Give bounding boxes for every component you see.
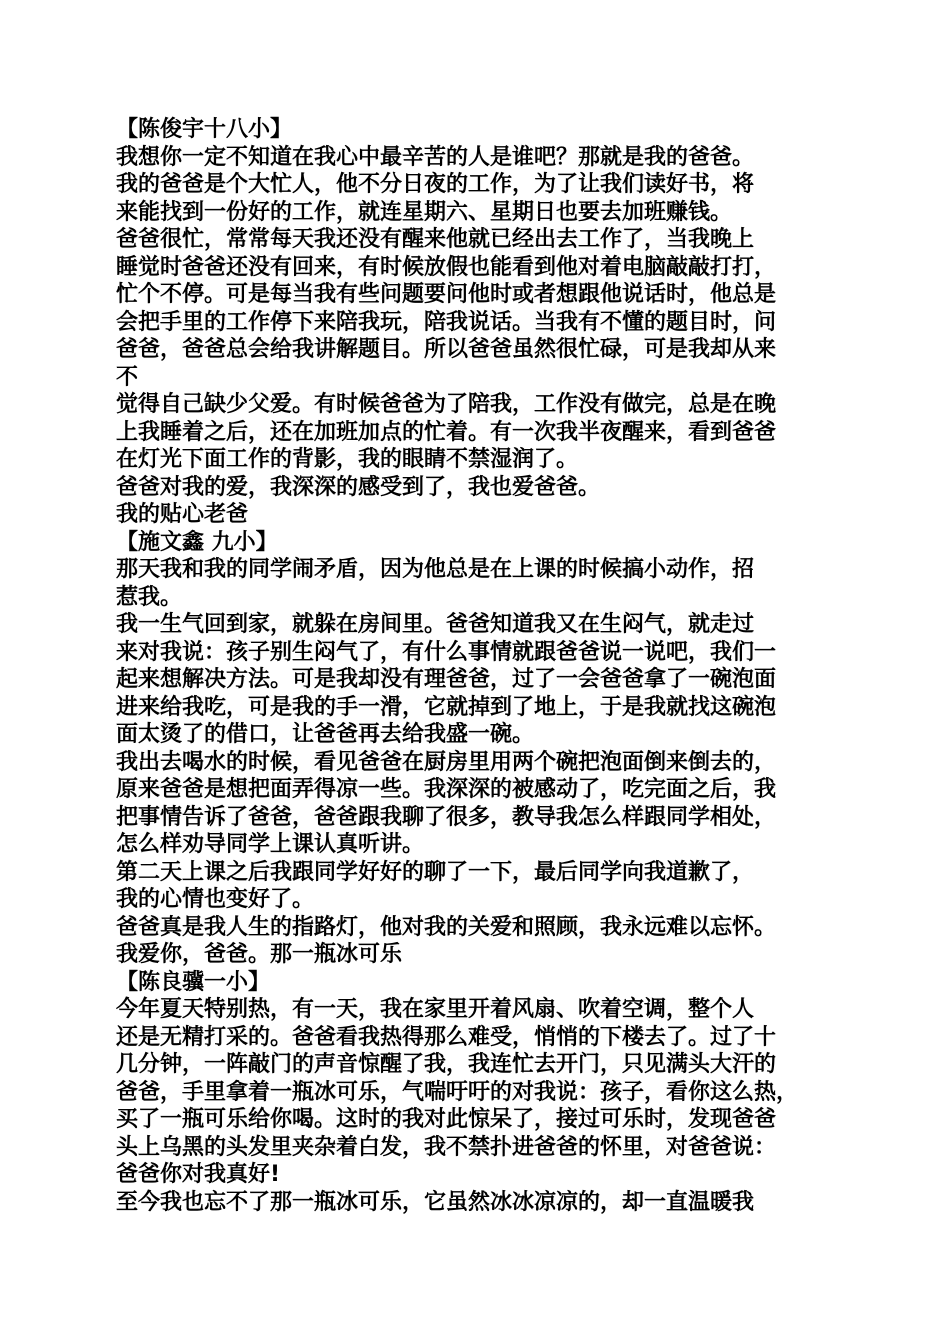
text-line: 我想你一定不知道在我心中最辛苦的人是谁吧？那就是我的爸爸。 [116, 144, 755, 170]
text-line: 我的爸爸是个大忙人，他不分日夜的工作，为了让我们读好书，将 [116, 172, 755, 197]
text-line: 第二天上课之后我跟同学好好的聊了一下，最后同学向我道歉了， [116, 859, 755, 885]
text-line: 还是无精打采的。爸爸看我热得那么难受，悄悄的下楼去了。过了十 [116, 1024, 777, 1050]
text-line: 我出去喝水的时候，看见爸爸在厨房里用两个碗把泡面倒来倒去的， [116, 749, 777, 775]
text-line: 爸爸你对我真好! [116, 1162, 281, 1187]
text-line: 今年夏天特别热，有一天，我在家里开着风扇、吹着空调，整个人 [116, 997, 755, 1022]
text-line: 来对我说：孩子别生闷气了，有什么事情就跟爸爸说一说吧，我们一 [116, 639, 777, 665]
text-line: 忙个不停。可是每当我有些问题要问他时或者想跟他说话时，他总是 [116, 282, 777, 307]
text-line: 原来爸爸是想把面弄得凉一些。我深深的被感动了，吃完面之后，我 [116, 777, 777, 802]
text-line: 会把手里的工作停下来陪我玩，陪我说话。当我有不懂的题目时，问 [116, 309, 777, 335]
text-line: 头上乌黑的头发里夹杂着白发，我不禁扑进爸爸的怀里，对爸爸说： [116, 1134, 777, 1160]
text-line: 几分钟，一阵敲门的声音惊醒了我，我连忙去开门，只见满头大汗的 [116, 1052, 777, 1077]
text-line: 【陈俊宇十八小】 [116, 117, 293, 142]
text-line: 我的贴心老爸 [116, 502, 249, 527]
text-line: 我的心情也变好了。 [116, 887, 315, 912]
text-line: 至今我也忘不了那一瓶冰可乐，它虽然冰冰凉凉的，却一直温暖我 [116, 1189, 755, 1215]
text-line: 上我睡着之后，还在加班加点的忙着。有一次我半夜醒来，看到爸爸 [116, 419, 777, 445]
text-line: 面太烫了的借口，让爸爸再去给我盛一碗。 [116, 722, 535, 747]
document-body [116, 116, 836, 1216]
text-line: 觉得自己缺少父爱。有时候爸爸为了陪我，工作没有做完，总是在晚 [116, 392, 777, 417]
text-line: 我一生气回到家，就躲在房间里。爸爸知道我又在生闷气，就走过 [116, 612, 755, 637]
text-line: 进来给我吃，可是我的手一滑，它就掉到了地上，于是我就找这碗泡 [116, 694, 777, 720]
text-line: 睡觉时爸爸还没有回来，有时候放假也能看到他对着电脑敲敲打打， [116, 254, 777, 280]
text-line: 爸爸真是我人生的指路灯，他对我的关爱和照顾，我永远难以忘怀。 [116, 914, 777, 940]
text-line: 买了一瓶可乐给你喝。这时的我对此惊呆了，接过可乐时，发现爸爸 [116, 1107, 777, 1132]
text-line: 爸爸很忙，常常每天我还没有醒来他就已经出去工作了，当我晚上 [116, 227, 755, 252]
text-line: 【陈良骥一小】 [116, 969, 271, 995]
text-line: 怎么样劝导同学上课认真听讲。 [116, 832, 425, 857]
text-line: 爸爸，手里拿着一瓶冰可乐，气喘吁吁的对我说：孩子，看你这么热， [116, 1079, 799, 1105]
text-line: 【施文鑫 九小】 [116, 529, 278, 555]
text-line: 把事情告诉了爸爸，爸爸跟我聊了很多，教导我怎么样跟同学相处， [116, 804, 777, 830]
text-line: 来能找到一份好的工作，就连星期六、星期日也要去加班赚钱。 [116, 199, 733, 225]
text-line: 起来想解决方法。可是我却没有理爸爸，过了一会爸爸拿了一碗泡面 [116, 667, 777, 692]
text-line: 不 [116, 364, 139, 390]
text-line: 我爱你，爸爸。那一瓶冰可乐 [116, 942, 403, 967]
text-line: 那天我和我的同学闹矛盾，因为他总是在上课的时候搞小动作，招 [116, 557, 755, 582]
text-line: 爸爸，爸爸总会给我讲解题目。所以爸爸虽然很忙碌，可是我却从来 [116, 337, 777, 362]
text-line: 惹我。 [116, 584, 183, 610]
text-line: 爸爸对我的爱，我深深的感受到了，我也爱爸爸。 [116, 474, 601, 500]
text-line: 在灯光下面工作的背影，我的眼睛不禁湿润了。 [116, 447, 579, 472]
